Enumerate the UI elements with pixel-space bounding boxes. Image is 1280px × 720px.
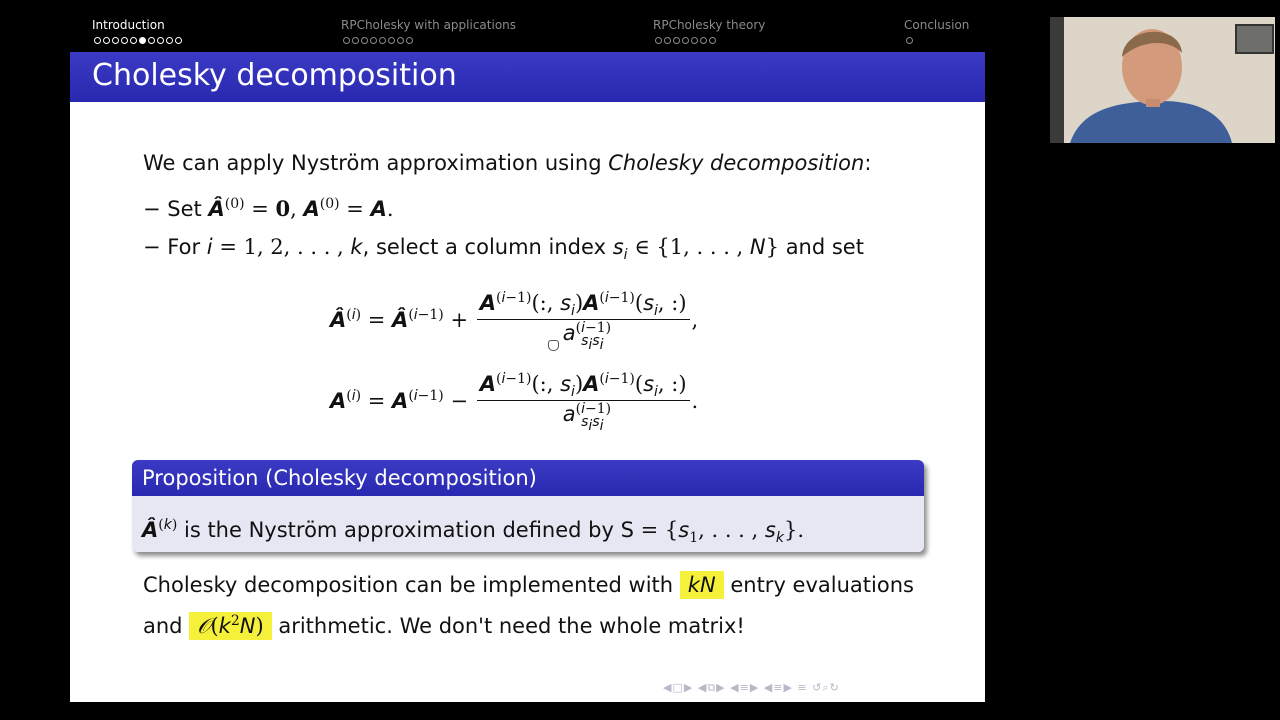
nav-frame-dot[interactable] (157, 37, 164, 44)
bullet-set-math: $Â^{(0)} = 0$, $A^{(0)} = A$. (208, 196, 394, 221)
equation-approximation-update: $Â^{(i)}$ = $Â^{(i-1)}$ + $\frac{A^{(i-1)}(:, s_i)A^{(i-1)}(s_i, :)}{a^{(i-1)}_{s_is_i}}$ , (330, 290, 699, 354)
section-icon[interactable]: ≡ (739, 681, 750, 694)
slide (70, 0, 985, 702)
nav-left-icon[interactable]: ◀ (763, 681, 774, 694)
highlight-kn: kN (680, 571, 724, 599)
intro-line (143, 151, 871, 175)
intro-colon: : (864, 151, 872, 175)
nav-dots-rpcholesky-applications[interactable] (343, 37, 413, 46)
nav-left-icon[interactable]: ◀ (730, 681, 740, 694)
nav-frame-dot[interactable] (94, 37, 101, 44)
nav-dots-rpcholesky-theory[interactable] (655, 37, 716, 46)
nav-frame-dot[interactable] (682, 37, 689, 44)
nav-frame-dot[interactable] (121, 37, 128, 44)
hand-cursor-icon (548, 340, 559, 351)
bullet-mid-text: , select a column index (362, 235, 606, 259)
closing-end-text: arithmetic. We don't need the whole matrix! (278, 614, 745, 638)
nav-frame-dot[interactable] (379, 37, 386, 44)
proposition-block (132, 460, 924, 552)
closing-line-1 (143, 573, 914, 597)
proposition-text: is the Nyström approximation defined by S (184, 518, 634, 542)
subsection-icon[interactable]: ⧉ (707, 681, 717, 694)
slide-title: Cholesky decomposition (92, 58, 457, 93)
align-icon[interactable]: ≡ (797, 681, 808, 694)
bullet-dash: − (143, 197, 161, 221)
bullet-dash: − (143, 235, 161, 259)
nav-frame-dot[interactable] (175, 37, 182, 44)
bullet-set-membership-math: $s_i$ ∈ {1, . . . , N} (612, 235, 779, 264)
bullet-word: Set (167, 197, 202, 221)
frame-icon[interactable]: □ (672, 681, 684, 694)
closing-text: Cholesky decomposition can be implemented with (143, 573, 674, 597)
intro-emphasis: Cholesky decomposition (608, 151, 865, 175)
nav-left-icon[interactable]: ◀ (697, 681, 708, 694)
beamer-navigation-controls[interactable] (663, 681, 840, 695)
nav-dots-introduction[interactable] (94, 37, 182, 46)
nav-frame-dot[interactable] (370, 37, 377, 44)
closing-line-2 (143, 613, 745, 639)
nav-right-icon[interactable]: ▶ (716, 681, 726, 694)
nav-right-icon[interactable]: ▶ (783, 681, 793, 694)
nav-section-introduction[interactable]: Introduction (92, 18, 165, 32)
nav-frame-dot[interactable] (361, 37, 368, 44)
webcam-feed (1050, 17, 1275, 143)
nav-section-conclusion[interactable]: Conclusion (904, 18, 970, 32)
proposition-symbol: $Â^{(k)}$ (142, 517, 178, 542)
intro-text: We can apply Nyström approximation using (143, 151, 609, 175)
proposition-title: Proposition (Cholesky decomposition) (132, 460, 924, 496)
section-navigation (70, 0, 985, 52)
nav-frame-dot[interactable] (700, 37, 707, 44)
nav-frame-dot[interactable] (139, 37, 146, 44)
nav-section-rpcholesky-applications[interactable]: RPCholesky with applications (341, 18, 517, 32)
bullet-for (143, 235, 864, 263)
nav-frame-dot[interactable] (673, 37, 680, 44)
nav-frame-dot[interactable] (906, 37, 913, 44)
closing-and: and (143, 614, 183, 638)
nav-frame-dot[interactable] (709, 37, 716, 44)
nav-frame-dot[interactable] (343, 37, 350, 44)
bullet-index-math: i = 1, 2, . . . , k (206, 235, 363, 259)
document-icon[interactable]: ≡ (773, 681, 784, 694)
nav-frame-dot[interactable] (352, 37, 359, 44)
highlight-complexity: $𝒪(k^2N)$ (189, 612, 271, 640)
nav-frame-dot[interactable] (112, 37, 119, 44)
nav-frame-dot[interactable] (148, 37, 155, 44)
proposition-body (132, 496, 924, 552)
nav-frame-dot[interactable] (664, 37, 671, 44)
nav-frame-dot[interactable] (406, 37, 413, 44)
bullet-word: For (167, 235, 201, 259)
undo-icon[interactable]: ↺ (812, 681, 823, 694)
title-bar (70, 52, 985, 102)
redo-icon[interactable]: ↻ (829, 681, 840, 694)
nav-right-icon[interactable]: ▶ (749, 681, 760, 694)
search-icon[interactable]: ⌕ (822, 681, 830, 694)
nav-dots-conclusion[interactable] (906, 37, 913, 46)
closing-end-text: entry evaluations (730, 573, 914, 597)
nav-frame-dot[interactable] (166, 37, 173, 44)
equation-residual-update: $A^{(i)} = A^{(i-1)}$ − $\frac{A^{(i-1)}(:, s_i)A^{(i-1)}(s_i, :)}{a^{(i-1)}_{s_is_i}}$ . (330, 371, 699, 435)
nav-frame-dot[interactable] (103, 37, 110, 44)
bullet-set (143, 196, 394, 221)
nav-section-rpcholesky-theory[interactable]: RPCholesky theory (653, 18, 766, 32)
nav-frame-dot[interactable] (130, 37, 137, 44)
nav-right-icon[interactable]: ▶ (683, 681, 694, 694)
nav-frame-dot[interactable] (691, 37, 698, 44)
nav-frame-dot[interactable] (388, 37, 395, 44)
nav-frame-dot[interactable] (397, 37, 404, 44)
nav-frame-dot[interactable] (655, 37, 662, 44)
presenter-video (1050, 17, 1275, 143)
proposition-set-math: = {$s_1$, . . . , $s_k$}. (640, 518, 804, 547)
bullet-end-text: and set (785, 235, 864, 259)
nav-left-icon[interactable]: ◀ (663, 681, 673, 694)
